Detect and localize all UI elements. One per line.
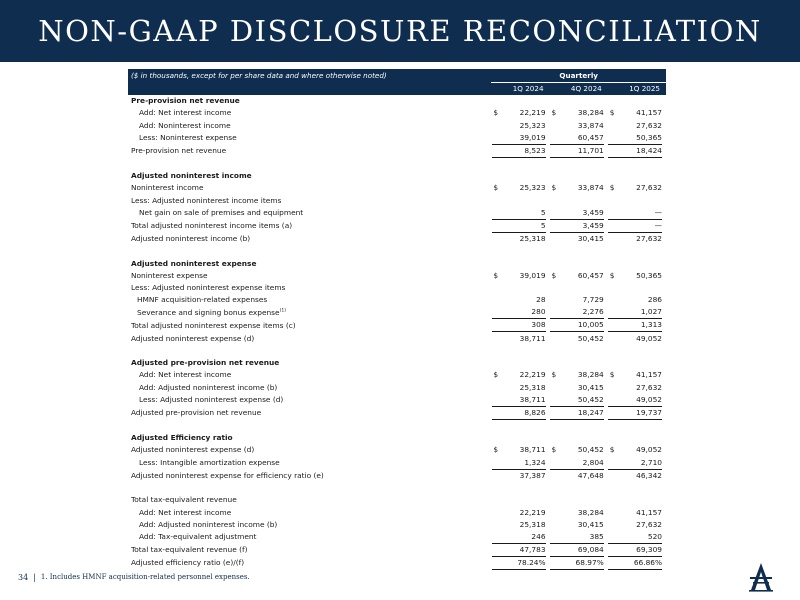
row-label: Adjusted efficiency ratio (e)/(f) (131, 558, 245, 568)
footer-separator: | (33, 573, 36, 582)
currency-symbol: $ (493, 370, 499, 380)
row-value (491, 357, 549, 369)
row-value (491, 494, 549, 506)
row-value: $ 38,284 (551, 370, 604, 380)
row-value: 5 (491, 207, 549, 220)
row-value: $ 41,157 (609, 370, 662, 380)
row-value (491, 195, 549, 207)
column-header-blank (128, 82, 491, 95)
table-row (128, 382, 666, 394)
row-value: 39,019 (491, 132, 549, 145)
row-value (608, 357, 666, 369)
row-value (491, 345, 549, 357)
row-value (608, 345, 666, 357)
table-spacer-row (128, 345, 666, 357)
row-label: Adjusted noninterest expense (131, 258, 257, 268)
currency-symbol: $ (609, 270, 615, 280)
row-value: 47,783 (491, 544, 549, 557)
row-value (608, 158, 666, 170)
table-row (128, 369, 666, 381)
row-label: Add: Adjusted noninterest income (b) (139, 519, 278, 529)
row-label: Add: Noninterest income (139, 120, 231, 130)
row-value: 38,284 (577, 507, 604, 517)
currency-symbol: $ (609, 108, 615, 118)
row-value: 7,729 (582, 295, 604, 305)
table-row (128, 207, 666, 220)
table-row (128, 407, 666, 420)
table-row (128, 470, 666, 482)
footnote-marker: (1) (279, 308, 286, 314)
row-value: 3,459 (550, 207, 608, 220)
table-row (128, 294, 666, 306)
table-row (128, 195, 666, 207)
row-value (550, 432, 608, 444)
row-value: 25,318 (519, 233, 546, 243)
row-label: Adjusted noninterest expense for efficiency ratio (e) (131, 470, 324, 480)
row-label: Noninterest expense (131, 270, 208, 280)
row-value (550, 245, 608, 257)
group-header-quarterly: Quarterly (491, 69, 666, 82)
row-value: 385 (550, 531, 608, 544)
reconciliation-table-wrap (128, 69, 666, 570)
row-label: Adjusted noninterest income (131, 171, 252, 181)
row-value: 1,324 (491, 457, 549, 470)
table-row (128, 306, 666, 319)
row-value: 38,711 (491, 394, 549, 407)
row-value: 18,247 (550, 407, 608, 420)
table-row (128, 120, 666, 132)
row-label: Adjusted pre-provision net revenue (131, 408, 262, 418)
row-value: 22,219 (519, 507, 546, 517)
row-value: $ 38,284 (551, 108, 604, 118)
page-number: 34 (18, 573, 29, 582)
row-value (608, 245, 666, 257)
row-value: $ 60,457 (551, 270, 604, 280)
reconciliation-table (128, 69, 666, 570)
row-label: Add: Adjusted noninterest income (b) (139, 382, 278, 392)
company-logo-icon (747, 562, 775, 592)
row-label: Less: Intangible amortization expense (139, 458, 280, 468)
row-label: Net gain on sale of premises and equipment (139, 208, 304, 218)
row-value: 27,632 (636, 382, 662, 392)
row-value (491, 432, 549, 444)
table-row (128, 394, 666, 407)
row-value: 49,052 (608, 394, 666, 407)
row-value (491, 282, 549, 294)
table-row (128, 270, 666, 282)
row-value: $ 22,219 (493, 370, 546, 380)
row-value (550, 282, 608, 294)
row-value: 50,365 (608, 132, 666, 145)
column-header: 1Q 2024 (491, 82, 549, 95)
row-value: 27,632 (636, 519, 662, 529)
row-value (491, 482, 549, 494)
row-label (128, 345, 491, 357)
section-header-row (128, 357, 666, 369)
table-row (128, 519, 666, 531)
row-value: $ 50,365 (609, 270, 662, 280)
row-label: Noninterest income (131, 183, 204, 193)
row-value: 3,459 (550, 220, 608, 233)
row-value (550, 158, 608, 170)
row-value: 1,027 (608, 306, 666, 319)
row-value (491, 170, 549, 182)
currency-symbol: $ (551, 108, 557, 118)
footer (18, 573, 250, 582)
currency-symbol: $ (493, 183, 499, 193)
section-header-row (128, 257, 666, 269)
row-label: Adjusted noninterest expense (d) (131, 445, 255, 455)
row-label: Total adjusted noninterest income items (a) (131, 221, 293, 231)
row-value: $ 38,711 (493, 445, 546, 455)
table-row (128, 457, 666, 470)
row-label (128, 482, 491, 494)
title-bar (0, 0, 800, 62)
row-label (128, 158, 491, 170)
row-label: Pre-provision net revenue (131, 146, 227, 156)
row-value: 49,052 (636, 333, 662, 343)
row-value (550, 482, 608, 494)
currency-symbol: $ (551, 270, 557, 280)
table-row (128, 233, 666, 245)
table-header-row (128, 69, 666, 82)
row-label: Add: Net interest income (139, 108, 232, 118)
table-row (128, 107, 666, 119)
row-value: 2,276 (550, 306, 608, 319)
table-row (128, 220, 666, 233)
row-value (550, 357, 608, 369)
table-body (128, 95, 666, 570)
section-header-row (128, 170, 666, 182)
row-value: 520 (608, 531, 666, 544)
table-row (128, 132, 666, 145)
row-label: Less: Adjusted noninterest income items (131, 195, 282, 205)
currency-symbol: $ (493, 270, 499, 280)
table-row (128, 506, 666, 518)
row-label: Adjusted noninterest expense (d) (131, 333, 255, 343)
row-value (608, 95, 666, 107)
row-value (491, 245, 549, 257)
table-row (128, 544, 666, 557)
row-value: — (608, 220, 666, 233)
row-label: Add: Net interest income (139, 370, 232, 380)
column-header: 4Q 2024 (550, 82, 608, 95)
row-value (608, 195, 666, 207)
row-value: 50,452 (577, 333, 604, 343)
row-label: Total tax-equivalent revenue (131, 495, 237, 505)
row-value (550, 195, 608, 207)
table-note: ($ in thousands, except for per share data and where otherwise noted) (128, 69, 491, 82)
row-value: 8,826 (491, 407, 549, 420)
row-label: Add: Tax-equivalent adjustment (139, 532, 257, 542)
table-row (128, 182, 666, 194)
row-label: Pre-provision net revenue (131, 96, 240, 106)
row-value (550, 170, 608, 182)
row-value: 25,318 (519, 382, 546, 392)
row-value: 30,415 (577, 519, 604, 529)
row-value: 68.97% (550, 557, 608, 570)
column-header: 1Q 2025 (608, 82, 666, 95)
row-value: 27,632 (636, 120, 662, 130)
row-value: 25,318 (519, 519, 546, 529)
table-row (128, 444, 666, 456)
row-label: Total tax-equivalent revenue (f) (131, 545, 248, 555)
currency-symbol: $ (551, 370, 557, 380)
currency-symbol: $ (609, 370, 615, 380)
row-value: 18,424 (608, 145, 666, 158)
row-value (550, 420, 608, 432)
section-header-row (128, 432, 666, 444)
footnote: 1. Includes HMNF acquisition-related personnel expenses. (40, 573, 250, 581)
row-value (608, 494, 666, 506)
row-value (550, 95, 608, 107)
row-value (550, 257, 608, 269)
row-value: 46,342 (636, 470, 662, 480)
row-value: $ 50,452 (551, 445, 604, 455)
row-value (491, 95, 549, 107)
table-row (128, 319, 666, 332)
row-label: Adjusted noninterest income (b) (131, 233, 251, 243)
row-value: 5 (491, 220, 549, 233)
table-row (128, 332, 666, 344)
row-value (491, 420, 549, 432)
row-label: Add: Net interest income (139, 507, 232, 517)
row-value: 280 (491, 306, 549, 319)
row-value (608, 420, 666, 432)
row-value: 30,415 (577, 382, 604, 392)
row-value: 11,701 (550, 145, 608, 158)
row-value: 33,874 (577, 120, 604, 130)
row-value: 308 (491, 319, 549, 332)
column-header-row (128, 82, 666, 95)
row-label (128, 420, 491, 432)
row-value: 19,737 (608, 407, 666, 420)
row-value: 30,415 (577, 233, 604, 243)
table-spacer-row (128, 482, 666, 494)
row-value (491, 257, 549, 269)
section-header-row (128, 95, 666, 107)
row-value: 69,309 (608, 544, 666, 557)
row-value: $ 39,019 (493, 270, 546, 280)
row-label: Less: Noninterest expense (139, 133, 237, 143)
row-label: HMNF acquisition-related expenses (137, 295, 268, 305)
table-spacer-row (128, 420, 666, 432)
row-label: Less: Adjusted noninterest expense (d) (139, 395, 284, 405)
row-value: 66.86% (608, 557, 666, 570)
row-value (608, 282, 666, 294)
row-value: 78.24% (491, 557, 549, 570)
row-value: 41,157 (636, 507, 662, 517)
row-value: 8,523 (491, 145, 549, 158)
row-value: 50,452 (550, 394, 608, 407)
row-value: 246 (491, 531, 549, 544)
row-value: 38,711 (519, 333, 546, 343)
currency-symbol: $ (493, 108, 499, 118)
table-row (128, 494, 666, 506)
row-value (608, 257, 666, 269)
row-label (128, 245, 491, 257)
row-value: $ 22,219 (493, 108, 546, 118)
row-value: $ 41,157 (609, 108, 662, 118)
row-value (608, 432, 666, 444)
row-value: 28 (536, 295, 546, 305)
row-value (608, 170, 666, 182)
row-value (491, 158, 549, 170)
row-label: Severance and signing bonus expense$^{(1)}$ (137, 307, 286, 317)
row-label: Total adjusted noninterest expense items (c) (131, 320, 296, 330)
row-value: 25,323 (519, 120, 546, 130)
table-row (128, 145, 666, 158)
row-value: 1,313 (608, 319, 666, 332)
row-value: 2,710 (608, 457, 666, 470)
row-value: $ 27,632 (609, 183, 662, 193)
table-spacer-row (128, 245, 666, 257)
row-value (608, 482, 666, 494)
row-value: 286 (647, 295, 662, 305)
page-title: NON-GAAP DISCLOSURE RECONCILIATION (38, 14, 762, 48)
currency-symbol: $ (609, 445, 615, 455)
row-value: 10,005 (550, 319, 608, 332)
table-row (128, 282, 666, 294)
row-value: — (608, 207, 666, 220)
row-value: $ 25,323 (493, 183, 546, 193)
currency-symbol: $ (551, 445, 557, 455)
row-value: 37,387 (519, 470, 546, 480)
table-spacer-row (128, 158, 666, 170)
currency-symbol: $ (551, 183, 557, 193)
row-value (550, 345, 608, 357)
row-label: Adjusted Efficiency ratio (131, 433, 233, 443)
row-value: 47,648 (577, 470, 604, 480)
row-value: 2,804 (550, 457, 608, 470)
row-value: 60,457 (550, 132, 608, 145)
row-label: Less: Adjusted noninterest expense items (131, 283, 286, 293)
row-value (550, 494, 608, 506)
currency-symbol: $ (609, 183, 615, 193)
row-value: 69,084 (550, 544, 608, 557)
row-label: Adjusted pre-provision net revenue (131, 358, 280, 368)
row-value: 27,632 (636, 233, 662, 243)
currency-symbol: $ (493, 445, 499, 455)
row-value: $ 49,052 (609, 445, 662, 455)
row-value: $ 33,874 (551, 183, 604, 193)
table-row (128, 557, 666, 570)
table-row (128, 531, 666, 544)
